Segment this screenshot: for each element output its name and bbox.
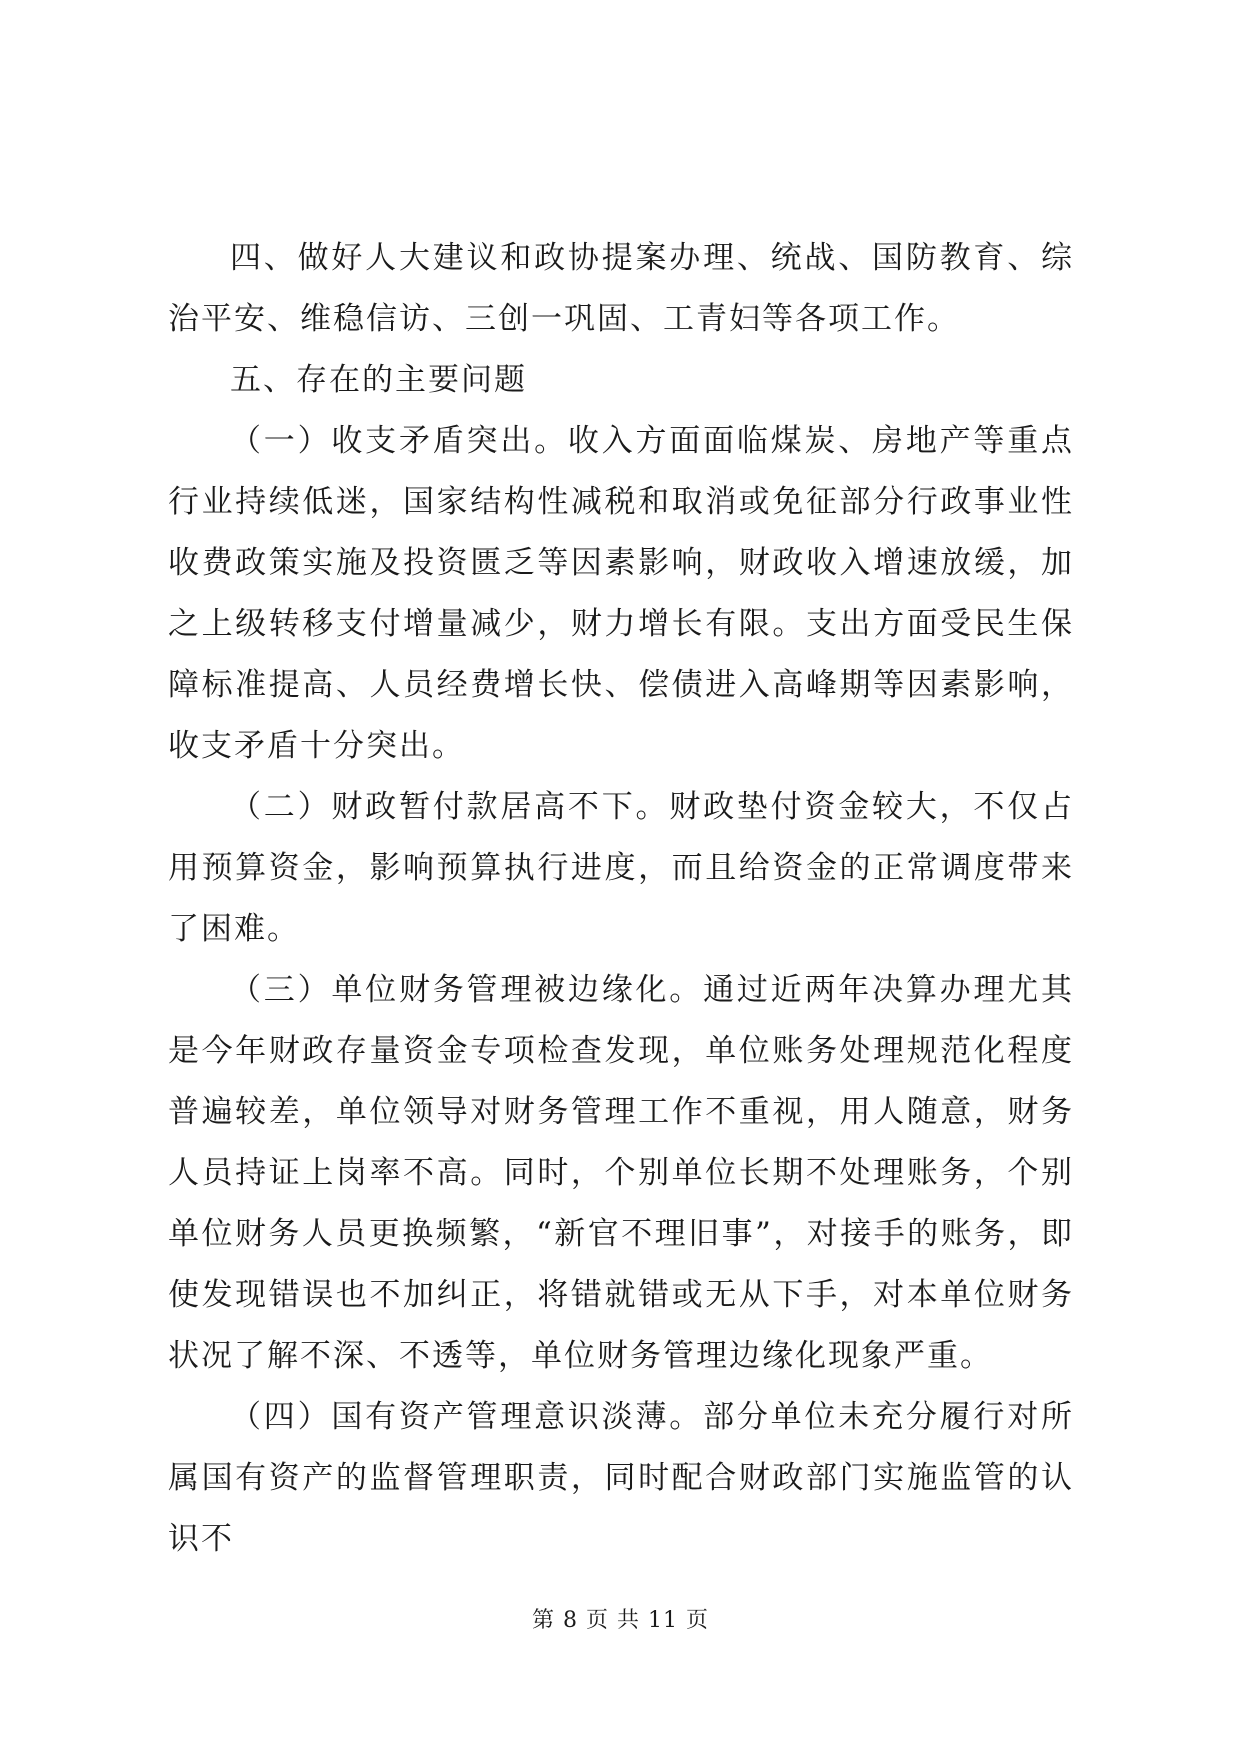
paragraph-section-four: 四、做好人大建议和政协提案办理、统战、国防教育、综治平安、维稳信访、三创一巩固、工青妇等各项工作。 (168, 240, 1074, 337)
document-body (168, 228, 1074, 1570)
section-heading-main-problems: 五、存在的主要问题 (230, 362, 527, 398)
paragraph-problem-one: （一）收支矛盾突出。收入方面面临煤炭、房地产等重点行业持续低迷，国家结构性减税和取消或免征部分行政事业性收费政策实施及投资匮乏等因素影响，财政收入增速放缓，加之上级转移支付增量减少，财力增长有限。支出方面受民生保障标准提高、人员经费增长快、偿债进入高峰期等因素影响，收支矛盾十分突出。 (168, 423, 1074, 764)
paragraph-problem-two: （二）财政暂付款居高不下。财政垫付资金较大，不仅占用预算资金，影响预算执行进度，而且给资金的正常调度带来了困难。 (168, 789, 1074, 947)
paragraph-problem-four: （四）国有资产管理意识淡薄。部分单位未充分履行对所属国有资产的监督管理职责，同时配合财政部门实施监管的认识不 (168, 1399, 1074, 1557)
page-footer: 第 8 页 共 11 页 (532, 1608, 709, 1633)
paragraph-problem-three: （三）单位财务管理被边缘化。通过近两年决算办理尤其是今年财政存量资金专项检查发现，单位账务处理规范化程度普遍较差，单位领导对财务管理工作不重视，用人随意，财务人员持证上岗率不高。同时，个别单位长期不处理账务，个别单位财务人员更换频繁，“新官不理旧事”，对接手的账务，即使发现错误也不加纠正，将错就错或无从下手，对本单位财务状况了解不深、不透等，单位财务管理边缘化现象严重。 (168, 972, 1074, 1374)
